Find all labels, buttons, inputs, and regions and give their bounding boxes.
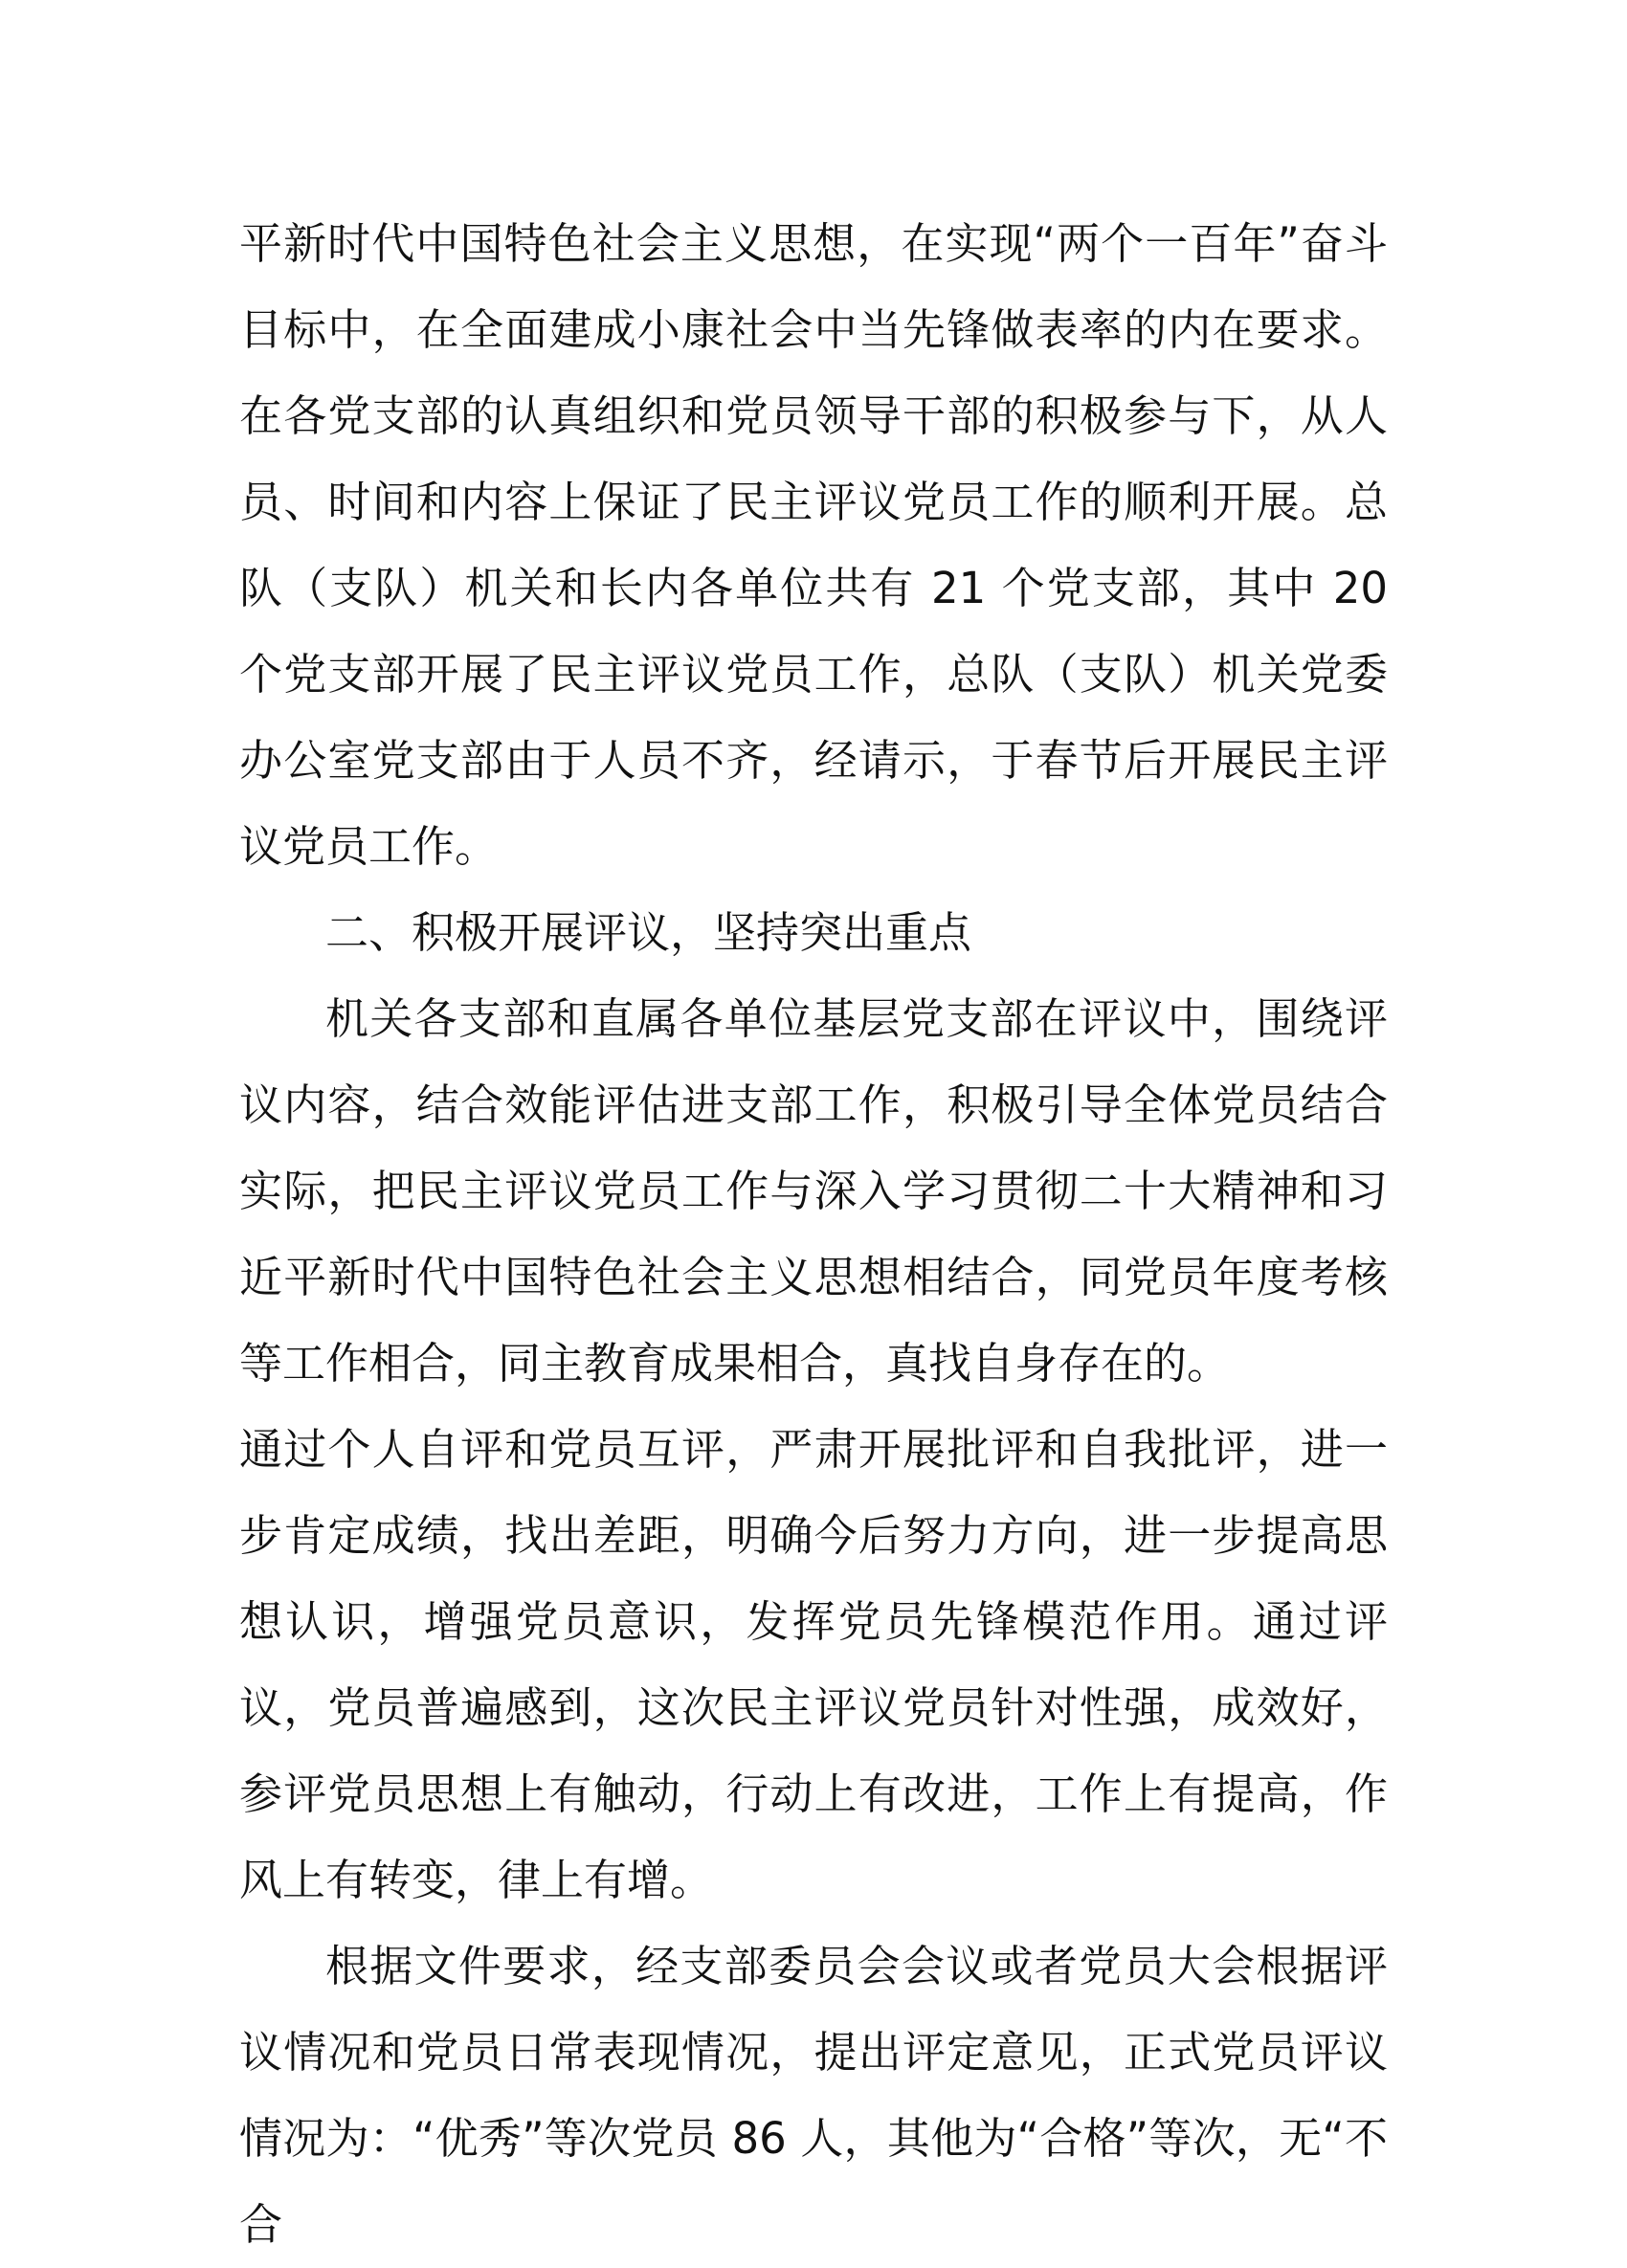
paragraph-review-process: 机关各支部和直属各单位基层党支部在评议中，围绕评议内容，结合效能评估进支部工作，积极引导全体党员结合实际，把民主评议党员工作与深入学习贯彻二十大精神和习近平新时代中国特色社会主义思想相结合，同党员年度考核等工作相合，同主教育成果相合，真找自身存在的。 xyxy=(239,993,1388,1389)
document-body xyxy=(239,201,1388,2268)
paragraph-self-evaluation: 通过个人自评和党员互评，严肃开展批评和自我批评，进一步肯定成绩，找出差距，明确今后努力方向，进一步提高思想认识，增强党员意识，发挥党员先锋模范作用。通过评议，党员普遍感到，这次民主评议党员针对性强，成效好，参评党员思想上有触动，行动上有改进，工作上有提高，作风上有转变，律上有增。 xyxy=(239,1424,1388,1905)
section-heading: 二、积极开展评议，坚持突出重点 xyxy=(325,907,972,958)
paragraph-evaluation-results: 根据文件要求，经支部委员会会议或者党员大会根据评议情况和党员日常表现情况，提出评定意见，正式党员评议情况为：“优秀”等次党员 86 人，其他为“合格”等次，无“不合 xyxy=(239,1941,1388,2250)
paragraph-continuation: 平新时代中国特色社会主义思想，在实现“两个一百年”奋斗目标中，在全面建成小康社会中当先锋做表率的内在要求。在各党支部的认真组织和党员领导干部的积极参与下，从人员、时间和内容上保证了民主评议党员工作的顺利开展。总队（支队）机关和长内各单位共有 21 个党支部，其中 20 个党支部开展了民主评议党员工作，总队（支队）机关党委办公室党支部由于人员不齐，经请示，于春节后开展民主评议党员工作。 xyxy=(239,218,1388,872)
